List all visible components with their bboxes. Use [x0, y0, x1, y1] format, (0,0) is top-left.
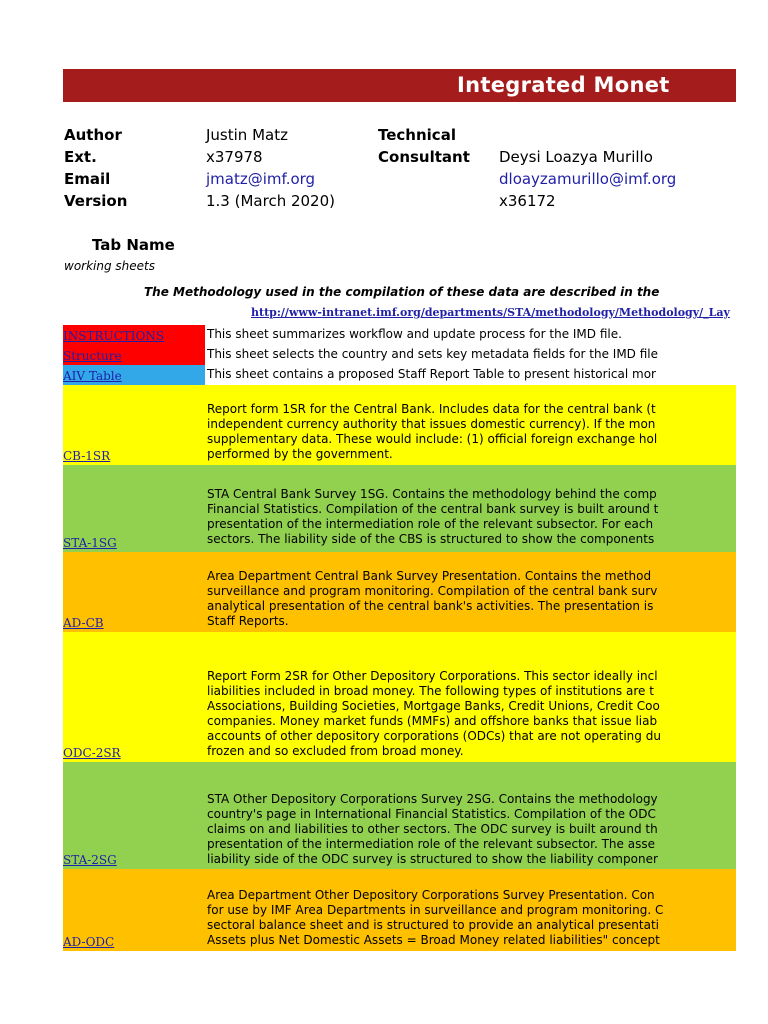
sheet-row — [63, 385, 736, 465]
description-line: supplementary data. These would include: (1) official foreign exchange hol — [207, 432, 658, 446]
description-line: liabilities included in broad money. The following types of institutions are t — [207, 684, 654, 698]
methodology-link[interactable]: http://www-intranet.imf.org/departments/STA/methodology/Methodology/_Lay — [251, 306, 730, 319]
description-line: frozen and so excluded from broad money. — [207, 744, 464, 758]
description-line: accounts of other depository corporations (ODCs) that are not operating du — [207, 729, 661, 743]
description-line: This sheet contains a proposed Staff Report Table to present historical mor — [207, 367, 656, 381]
author-value: Justin Matz — [206, 126, 288, 144]
version-value: 1.3 (March 2020) — [206, 192, 335, 210]
sheet-row — [63, 365, 736, 385]
description-line: claims on and liabilities to other sectors. The ODC survey is built around th — [207, 822, 658, 836]
sheet-link-ad-odc[interactable]: AD-ODC — [63, 935, 115, 949]
version-label: Version — [64, 192, 128, 210]
sheet-link-aiv-table[interactable]: AIV Table — [63, 369, 122, 383]
description-line: Report form 1SR for the Central Bank. Includes data for the central bank (t — [207, 402, 656, 416]
ext-label: Ext. — [64, 148, 97, 166]
sheet-link-ad-cb[interactable]: AD-CB — [63, 616, 104, 630]
title-banner — [63, 69, 736, 102]
description-line: presentation of the intermediation role of the relevant subsector. For each — [207, 517, 654, 531]
sheet-row — [63, 465, 736, 552]
consultant-ext: x36172 — [499, 192, 556, 210]
sheet-description — [207, 669, 677, 759]
sheet-row — [63, 325, 736, 345]
description-line: sectors. The liability side of the CBS is structured to show the components — [207, 532, 655, 546]
sheet-description — [207, 327, 677, 342]
sheet-link-instructions[interactable]: INSTRUCTIONS — [63, 329, 165, 343]
description-line: Report Form 2SR for Other Depository Corporations. This sector ideally incl — [207, 669, 658, 683]
description-line: STA Other Depository Corporations Survey 2SG. Contains the methodology — [207, 792, 658, 806]
sheet-row — [63, 762, 736, 869]
description-line: sectoral balance sheet and is structured to provide an analytical presentati — [207, 918, 660, 932]
sheet-name-cell — [63, 632, 205, 762]
description-line: surveillance and program monitoring. Compilation of the central bank surv — [207, 584, 658, 598]
consultant-name: Deysi Loazya Murillo — [499, 148, 653, 166]
description-line: Area Department Central Bank Survey Presentation. Contains the method — [207, 569, 652, 583]
working-sheets-label: working sheets — [64, 259, 155, 273]
description-line: This sheet selects the country and sets key metadata fields for the IMD file — [207, 347, 659, 361]
description-line: STA Central Bank Survey 1SG. Contains the methodology behind the comp — [207, 487, 657, 501]
description-line: Associations, Building Societies, Mortgage Banks, Credit Unions, Credit Coo — [207, 699, 660, 713]
consultant-email-link[interactable]: dloayzamurillo@imf.org — [499, 170, 677, 188]
sheet-row — [63, 869, 736, 951]
sheet-row — [63, 345, 736, 365]
description-line: Financial Statistics. Compilation of the central bank survey is built around t — [207, 502, 659, 516]
description-line: liability side of the ODC survey is structured to show the liability componer — [207, 852, 658, 866]
sheet-link-cb-1sr[interactable]: CB-1SR — [63, 449, 111, 463]
sheet-row — [63, 632, 736, 762]
sheet-row — [63, 552, 736, 632]
description-line: Assets plus Net Domestic Assets = Broad Money related liabilities" concept — [207, 933, 660, 947]
description-line: performed by the government. — [207, 447, 393, 461]
sheet-description — [207, 792, 677, 867]
sheet-description — [207, 367, 677, 382]
description-line: presentation of the intermediation role of the relevant subsector. The asse — [207, 837, 655, 851]
sheet-link-sta-1sg[interactable]: STA-1SG — [63, 536, 117, 550]
description-line: independent currency authority that issues domestic currency). If the mon — [207, 417, 656, 431]
email-label: Email — [64, 170, 111, 188]
description-line: analytical presentation of the central bank's activities. The presentation is — [207, 599, 654, 613]
sheet-link-odc-2sr[interactable]: ODC-2SR — [63, 746, 121, 760]
tab-name-heading: Tab Name — [92, 236, 175, 254]
sheet-link-sta-2sg[interactable]: STA-2SG — [63, 853, 117, 867]
author-label: Author — [64, 126, 122, 144]
sheet-description — [207, 487, 677, 547]
description-line: companies. Money market funds (MMFs) and offshore banks that issue liab — [207, 714, 658, 728]
ext-value: x37978 — [206, 148, 263, 166]
sheet-description — [207, 402, 677, 462]
description-line: for use by IMF Area Departments in surveillance and program monitoring. C — [207, 903, 664, 917]
author-email-link[interactable]: jmatz@imf.org — [206, 170, 316, 188]
sheet-description — [207, 888, 677, 948]
page-title: Integrated Monet — [457, 73, 670, 97]
sheet-link-structure[interactable]: Structure — [63, 349, 122, 363]
description-line: Staff Reports. — [207, 614, 289, 628]
sheet-description — [207, 347, 677, 362]
methodology-note: The Methodology used in the compilation of these data are described in the — [144, 285, 660, 299]
technical-label: Technical — [378, 126, 456, 144]
consultant-label: Consultant — [378, 148, 470, 166]
description-line: Area Department Other Depository Corporations Survey Presentation. Con — [207, 888, 655, 902]
sheet-description — [207, 569, 677, 629]
description-line: This sheet summarizes workflow and update process for the IMD file. — [207, 327, 622, 341]
description-line: country's page in International Financial Statistics. Compilation of the ODC — [207, 807, 656, 821]
